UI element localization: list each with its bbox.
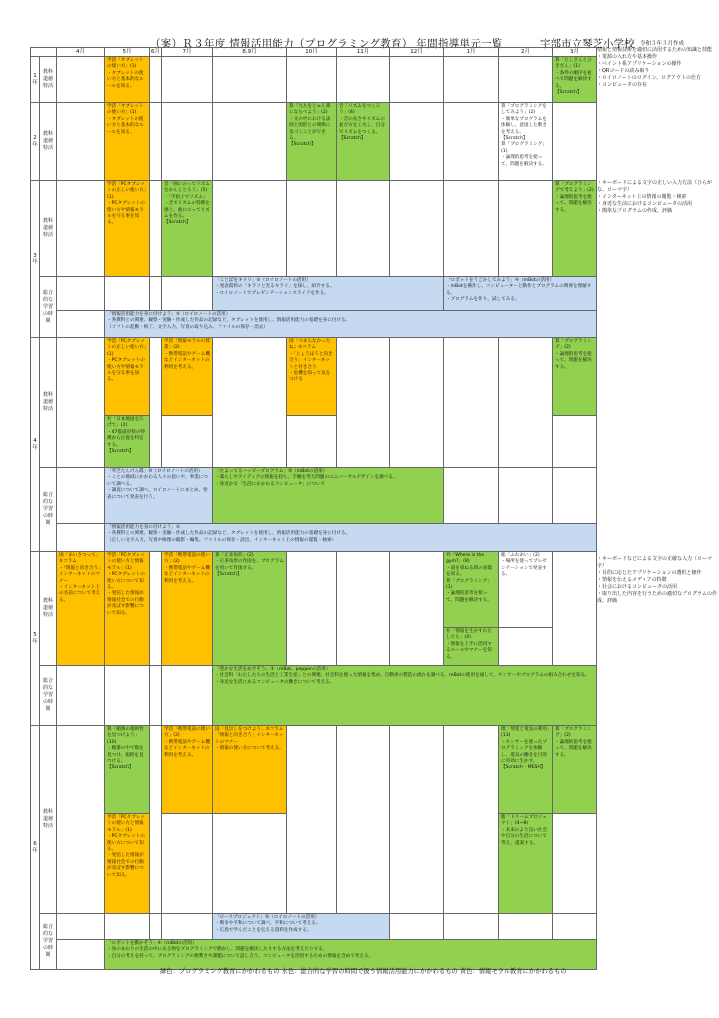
- month-header: 7月: [162, 48, 213, 57]
- grade1-row: [31, 57, 597, 103]
- month-header: 6月: [151, 49, 160, 55]
- month-header: 2月: [499, 48, 553, 57]
- unit-cell: 国「つまらなかったね」⑤コラム ・「じょうほうと向き合う」インターネットと付き合う ・危機を知って気をつける: [287, 338, 337, 416]
- sidebar-bottom-notes: ・キーボードなどによる文字の正確な入力（ローマ字） ・目的に応じたアプリケーションの選択と操作 ・情報を伝えるメディアの特徴 ・社会におけるコンピュータの活用 ・取り出した内容を行うための適切なプログラムの作成、評価: [597, 556, 717, 604]
- created-date: 令和３年３月作成: [640, 41, 685, 47]
- unit-cell: 「豊かな生活をめざそう」③（mBot、pepperの活用） ・社会科「わたしたちの生活と工業生産」との関連。社会科を使った情報を集め、自動車の製造の流れを調べる。mBotの使用を通して、センサーやプログラムの組み合わせを知る。 ・身近な生活にあるコンピュータの働きについて考える。: [213, 666, 597, 726]
- unit-cell: 学活「PCタブレットの使い方と情報モラル」(1) ・PCタブレットの使い方について知る。 ・発信した情報が情報社会での行動が及ぼす影響について知る。: [105, 814, 150, 914]
- grade-label: 5年: [31, 552, 40, 726]
- unit-cell: 音「リズムをつくろう」(4) ・音の長さやリズムの並び方を工夫し、自分でリズムをつくる。 【Scratch】: [337, 103, 390, 181]
- unit-cell: 社「情報を生かすわたしたち」(4) ・情報を上手に活用するルールやマナーを知る。: [444, 628, 499, 666]
- grade3-sogo-row: [31, 277, 597, 311]
- grade6-sogo-row: [31, 914, 597, 940]
- unit-cell: 社「日本地図を広げて」(2) ・47都道府県の特徴から位置を特定する。 【Scratch】: [105, 416, 150, 468]
- unit-cell: 算「プログラミングで考えよう」(2) ・論理的思考を使って、問題を解決する。: [553, 181, 597, 277]
- unit-cell: 学活「PCタブレットの正しい使い方」(1) ・PCタブレットの使い方や情報モラルを守る事を知る。: [105, 181, 150, 277]
- unit-cell: 算「プログラミング」(2) ・論理的思考を使って、問題を解決する。: [553, 726, 597, 814]
- subject-label: 教科 道徳 特活: [40, 57, 57, 103]
- unit-cell: 算「九九をじゅん番にならべよう」(2) ・文の中における法則と図形との関係に気づくことができる。 【Scratch】: [287, 103, 337, 181]
- unit-cell: 「情報活用能力を身に付けよう」⑤ ・各教科との関連、観察・実験・作成した作品の記録など、タブレットを使用し、情報活用能力の基礎を身に付ける。 （正しい文字入力、写真や映像の撮影・編集、ファイルの保存・読出、インターネット上の情報の閲覧・検索）: [105, 524, 597, 552]
- unit-cell: 「琴芝たんけん隊」⑩（ロイロノートの活用） ・ことの地域にかかわる人々の思いや、事業について調べる。 ・調査について調べ、ロイロノートにまとめ、発表について発表を行う。: [105, 468, 213, 524]
- unit-cell: 国「見出しをつけよう」⑤コラム 「情報と向き合う」インターネットのマナー ・情報の使い方について考える。: [213, 726, 287, 814]
- unit-cell: 「ことばをキリリ」⑤（ロイロノートの活用） ・発表資料の「キラリと光るキラリ」を探し、紹介する。 ・ロイロノートでプレゼンテーションスライドを作る。: [213, 277, 444, 311]
- subject-label: 総合 的な 学習 の時 間: [40, 914, 57, 970]
- unit-cell: 算「プログラミング」(2) ・論理的思考を使って、問題を解決する。: [553, 338, 597, 416]
- curriculum-table: [30, 47, 597, 970]
- unit-cell: 学活「PCタブレットの正しい使い方」(1) ・PCタブレットの使い方や情報モラルを守る事を知る。: [105, 338, 150, 416]
- month-header: 1月: [444, 48, 499, 57]
- unit-cell: 学活「携帯電話の使い方」(2) ・携帯電話やゲーム機などインターネットの利用を考える。: [162, 726, 213, 814]
- grade4-sogo-row2: [31, 524, 597, 552]
- grade-label: 4年: [31, 338, 40, 552]
- unit-cell: 算「順番の規則性を見つけよう」(10) ・順番の中で数を見つけ、規則を見つける。 【Scratch】: [105, 726, 150, 814]
- unit-cell: 国「あいさつって」⑤コラム ・「情報と向き合う」インターネットのマナー ・インターネット上の名前について考える。: [57, 552, 105, 666]
- month-header: 10月: [287, 48, 337, 57]
- grade4-sogo-row: [31, 468, 597, 524]
- grade-label: 1年: [31, 57, 40, 103]
- subject-label: 教科 道徳 特活: [40, 552, 57, 666]
- school-name: 宇部市立琴芝小学校: [540, 38, 635, 50]
- subject-label: 教科 道徳 特活: [40, 181, 57, 277]
- subject-label: 教科 道徳 特活: [40, 103, 57, 181]
- sidebar-mid-notes: ・キーボードによる文字の正しい入力方法（ひらがな、ローマ字） ・インターネット上の情報の閲覧・検索 ・身近な生活におけるコンピュータの活用 ・簡単なプログラムの作成、評価: [597, 180, 713, 214]
- grade3-sogo-row2: [31, 311, 597, 338]
- unit-cell: 「情報活用能力を身に付けよう」⑤（ロイロノートの活用） ・各教科との関連、観察・実験・作成した作品の記録など、タブレットを使用し、情報活用能力の基礎を身に付ける。 （ソフトの起動・終了、文字入力、写真の取り込み、ファイルの保存・消去）: [105, 311, 597, 338]
- page-title: （案）Ｒ３年度 情報活用能力（プログラミング教育） 年間指導単元一覧: [150, 38, 503, 50]
- month-header: 3月: [553, 48, 597, 57]
- sidebar-top-notes: 情報と情報技術を適切に活用するための知識と技能 ・電源の入れ方や基本操作 ・ペイント系アプリケーションの操作 ・QRコードの読み取り ・ロイロノートのログイン、ログアウトの仕方 ・コンピュータの存在: [597, 47, 713, 88]
- month-header: 5月: [105, 48, 150, 57]
- unit-cell: 総「ドリームプロジェクト」(4~8) ・未来のより良い社会や自分の生活について考え、提案する。: [499, 814, 553, 914]
- subject-label: 総合 的な 学習 の時 間: [40, 666, 57, 726]
- subject-label: 総合 的な 学習 の時 間: [40, 468, 57, 552]
- unit-cell: 学活「情報モラルの授業」(2) ・携帯電話やゲーム機などインターネットの利用を考える。: [162, 338, 213, 416]
- unit-cell: 算「プログラミングをしてみよう」(2) ・簡単なプログラムを体験し、意図した動きを考える。 【Scratch】 算「プログラミング」(1) ・論理的思考を使って、問題を解決する。: [499, 103, 553, 181]
- subject-label: 教科 道徳 特活: [40, 726, 57, 914]
- grade-label: 3年: [31, 181, 40, 338]
- unit-cell: 総「ふれあい」(2) ・場所を使ってプレゼンテーションで発表する。: [499, 552, 553, 628]
- grade6-sogo-row2: [31, 940, 597, 970]
- corner-cell: [31, 48, 57, 57]
- grade2-row: [31, 103, 597, 181]
- unit-cell: 理「発電と電気の利用」(13) ・センサーを使ったプログラミングを体験し、電気の働きを目的に有効に生かす。 【Scratch・MESH】: [499, 726, 553, 814]
- unit-cell: 算「たしざんとひきざん」(1) ・条件の順序を並べて問題を解決する。 【Scratch】: [553, 57, 597, 103]
- unit-cell: 「ピースプロジェクト」⑩（ロイロノートの活用） ・戦争や平和について調べ、平和について考える。 ・広島で学んだことを伝える資料を作成する。: [213, 914, 390, 940]
- unit-cell: 「ロボットをうごかしてみよう」④（mBotの活用） ・mBotを操作し、コンピューターと動作とプログラムの関係を理解する。 ・プログラムを作り、試してみる。: [444, 277, 597, 311]
- grade-label: 2年: [31, 103, 40, 181]
- color-legend: 緑色：プログラミング教育にかかわるもの 水色：総合的な学習の時間で扱う情報活用能力にかかわるもの 黄色：情報モラル教育にかかわるもの: [160, 968, 567, 975]
- grade3-row: [31, 181, 597, 277]
- grade-label: 6年: [31, 726, 40, 970]
- unit-cell: 学活「携帯電話の使い方」(2) ・携帯電話やゲーム機などインターネットの利用を考える。: [162, 552, 213, 666]
- unit-cell: 学活「タブレットの使い方」(1) ・タブレットの使い方と基本的なルールを知る。: [105, 57, 150, 103]
- month-header: 4月: [57, 48, 105, 57]
- unit-cell: 「ロボットを動かそう」④（mBotの活用） ・身のまわりの生活の中にある物をプログラミングで動かし、問題を解決したりする方法を考えたりする。 ・自分の考えを持って、プログラミングの便利さや課題について話し合う。コンピュータを活用するための情報を含めて考える。: [105, 940, 597, 970]
- unit-cell: 外「Where is the gym?」(8) ・道を尋ねる時の表現を知る。 算「プログラミング」(1) ・論理的思考を使って、問題を解決する。: [444, 552, 499, 628]
- unit-cell: 学活「PCタブレットの使い方と情報モラル」(1) ・PCタブレットの使い方について知る。 ・発信した情報が情報社会での行動が及ぼす影響について知る。: [105, 552, 150, 666]
- unit-cell: 算「正多角形」(2) ・正多角形の作図を、プログラムを用いて作図する。 【Scratch】: [213, 552, 287, 666]
- subject-label: 総合 的な 学習 の時 間: [40, 277, 57, 338]
- grade4-row: [31, 338, 597, 416]
- unit-cell: 学活「タブレットの使い方」(1) ・タブレットの使い方と基本的なルールを知る。: [105, 103, 150, 181]
- grade5-sogo-row: [31, 666, 597, 726]
- unit-cell: 音「曲にのってリズムをかんじとろう」(5) ・「手拍子でリズム」 ・音でリズムの特徴を感じ、曲にのってリズムを作る。 【Scratch】: [162, 181, 213, 277]
- grade5-row: [31, 552, 597, 628]
- unit-cell: 「たよってるハッピープログラム」⑩（mBotの活用） ・暮らしやアイディアの情報を持ち、手順を考え問題のユニバーサルデザインを調べる。 ・身近かな「生活にかかわるコンピュータ」について: [213, 468, 444, 524]
- subject-label: 教科 道徳 特活: [40, 338, 57, 468]
- month-header-row: [31, 48, 597, 57]
- month-header: 12月: [390, 48, 444, 57]
- month-header: 8,9月: [213, 48, 287, 57]
- month-header: 11月: [337, 48, 390, 57]
- grade6-row: [31, 726, 597, 814]
